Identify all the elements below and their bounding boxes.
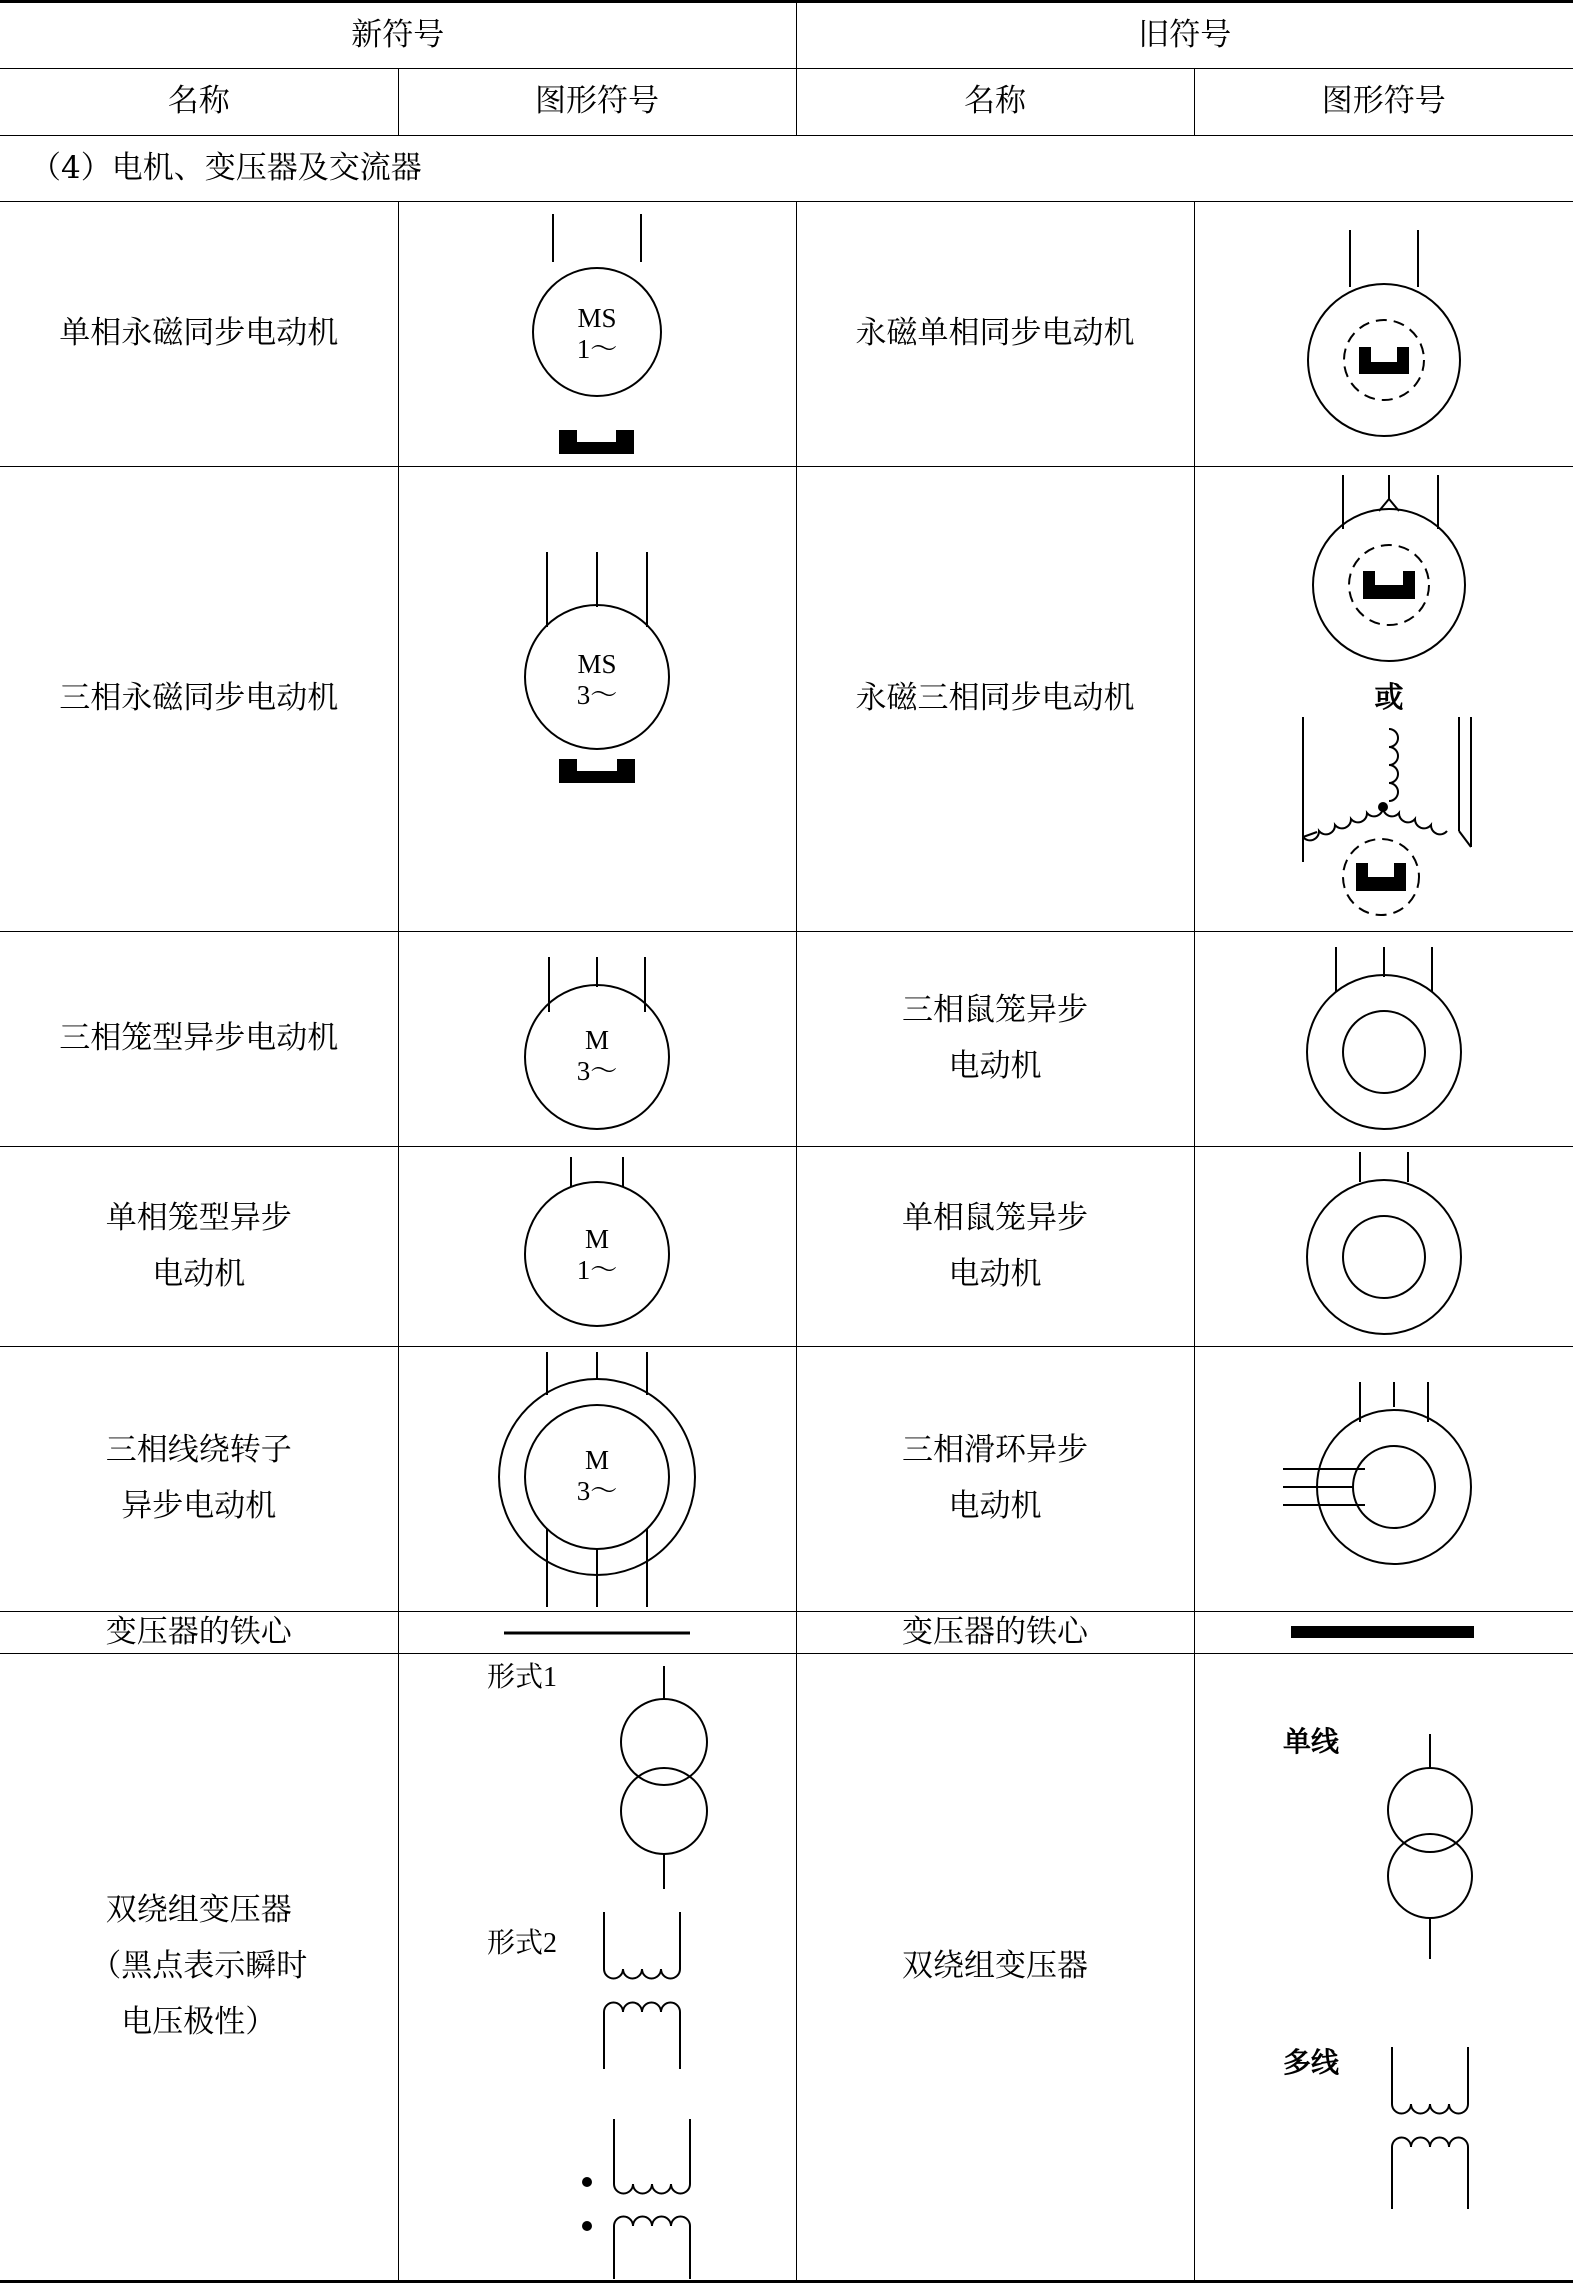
- name-text: 变压器的铁心: [0, 1614, 398, 1651]
- old-name-cell: [796, 1654, 1194, 2282]
- two-winding-transformer-symbol: [399, 1654, 797, 2282]
- name-text: （黑点表示瞬时: [0, 1939, 398, 1995]
- cage-motor-three-phase-symbol: [399, 932, 797, 1147]
- symbol-label: MS: [577, 649, 616, 679]
- symbol-label: 3～: [576, 1476, 617, 1506]
- header-row-columns: [0, 69, 1573, 136]
- name-text: 变压器的铁心: [797, 1614, 1194, 1651]
- new-symbol-cell: [398, 1147, 796, 1347]
- new-name-cell: [0, 932, 398, 1147]
- new-symbol-cell: [398, 932, 796, 1147]
- old-symbol-cell: [1194, 1347, 1573, 1612]
- form-label: 形式2: [487, 1927, 557, 1959]
- table-row: [0, 1347, 1573, 1612]
- old-symbol-cell: [1194, 467, 1573, 932]
- old-name-cell: [796, 932, 1194, 1147]
- old-pm-motor-three-phase-symbol: [1195, 467, 1573, 932]
- name-text: 三相线绕转子: [0, 1423, 398, 1479]
- header-new-symbol: 新符号: [0, 2, 796, 69]
- multi-line-label: 多线: [1283, 2047, 1340, 2079]
- symbol-label: 3～: [576, 680, 617, 710]
- old-cage-motor-single-phase-symbol: [1195, 1147, 1573, 1347]
- name-text: 双绕组变压器: [0, 1883, 398, 1939]
- old-pm-motor-single-phase-symbol: [1195, 202, 1573, 467]
- header-new-name: 名称: [0, 69, 398, 136]
- or-label: 或: [1374, 681, 1403, 714]
- new-symbol-cell: [398, 1612, 796, 1654]
- new-symbol-cell: [398, 467, 796, 932]
- new-name-cell: [0, 467, 398, 932]
- name-text: 电动机: [797, 1247, 1194, 1303]
- old-symbol-cell: [1194, 1612, 1573, 1654]
- table-row: [0, 1147, 1573, 1347]
- table-row: [0, 1654, 1573, 2282]
- table-row: [0, 1612, 1573, 1654]
- name-text: 电压极性）: [0, 1995, 398, 2051]
- section-row: [0, 136, 1573, 202]
- symbol-label: M: [584, 1224, 608, 1254]
- table-row: [0, 932, 1573, 1147]
- table-row: [0, 202, 1573, 467]
- new-name-cell: [0, 1654, 398, 2282]
- symbol-label: 1～: [576, 334, 617, 364]
- section-title: （4）电机、变压器及交流器: [0, 136, 1573, 202]
- old-two-winding-transformer-symbol: [1195, 1654, 1573, 2282]
- pm-motor-single-phase-symbol: [399, 202, 797, 467]
- old-name-cell: [796, 1612, 1194, 1654]
- name-text: 单相鼠笼异步: [797, 1191, 1194, 1247]
- name-text: 三相永磁同步电动机: [0, 671, 398, 727]
- old-cage-motor-three-phase-symbol: [1195, 932, 1573, 1147]
- name-text: 电动机: [797, 1039, 1194, 1095]
- name-text: 单相永磁同步电动机: [0, 306, 398, 362]
- form-label: 形式1: [487, 1661, 557, 1693]
- name-text: 单相笼型异步: [0, 1191, 398, 1247]
- old-name-cell: [796, 467, 1194, 932]
- old-symbol-cell: [1194, 1147, 1573, 1347]
- name-text: 双绕组变压器: [797, 1939, 1194, 1995]
- name-text: 永磁单相同步电动机: [797, 306, 1194, 362]
- header-old-symbol: 旧符号: [796, 2, 1573, 69]
- symbol-label: M: [584, 1445, 608, 1475]
- name-text: 永磁三相同步电动机: [797, 671, 1194, 727]
- wound-rotor-motor-symbol: [399, 1347, 797, 1612]
- header-new-graphic: 图形符号: [398, 69, 796, 136]
- old-transformer-core-symbol: [1195, 1612, 1573, 1654]
- old-symbol-cell: [1194, 1654, 1573, 2282]
- old-name-cell: [796, 1147, 1194, 1347]
- new-name-cell: [0, 1612, 398, 1654]
- new-symbol-cell: [398, 202, 796, 467]
- header-old-name: 名称: [796, 69, 1194, 136]
- new-name-cell: [0, 1147, 398, 1347]
- old-symbol-cell: [1194, 202, 1573, 467]
- new-symbol-cell: [398, 1347, 796, 1612]
- new-name-cell: [0, 1347, 398, 1612]
- header-old-graphic: 图形符号: [1194, 69, 1573, 136]
- name-text: 电动机: [797, 1479, 1194, 1535]
- transformer-core-symbol: [399, 1612, 797, 1654]
- name-text: 三相笼型异步电动机: [0, 1011, 398, 1067]
- cage-motor-single-phase-symbol: [399, 1147, 797, 1347]
- name-text: 三相滑环异步: [797, 1423, 1194, 1479]
- old-symbol-cell: [1194, 932, 1573, 1147]
- symbol-label: 1～: [576, 1255, 617, 1285]
- header-row-group: [0, 2, 1573, 69]
- new-symbol-cell: [398, 1654, 796, 2282]
- single-line-label: 单线: [1283, 1726, 1340, 1758]
- table-row: [0, 467, 1573, 932]
- old-name-cell: [796, 1347, 1194, 1612]
- name-text: 三相鼠笼异步: [797, 983, 1194, 1039]
- symbol-label: M: [584, 1025, 608, 1055]
- name-text: 异步电动机: [0, 1479, 398, 1535]
- name-text: 电动机: [0, 1247, 398, 1303]
- old-name-cell: [796, 202, 1194, 467]
- old-slip-ring-motor-symbol: [1195, 1347, 1573, 1612]
- symbol-label: 3～: [576, 1056, 617, 1086]
- symbol-label: MS: [577, 303, 616, 333]
- new-name-cell: [0, 202, 398, 467]
- pm-motor-three-phase-symbol: [399, 467, 797, 932]
